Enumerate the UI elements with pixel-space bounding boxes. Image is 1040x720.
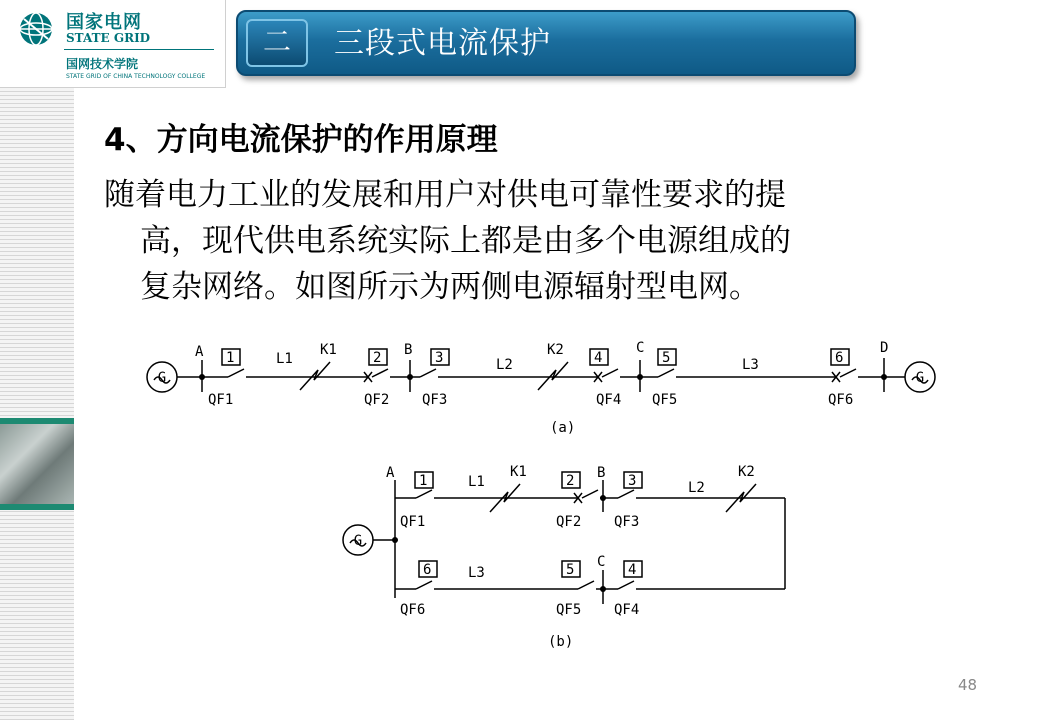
slide-title: 三段式电流保护 — [334, 26, 551, 61]
fault-label: K2 — [738, 464, 755, 480]
breaker-label: QF3 — [422, 392, 448, 408]
breaker-number: 4 — [628, 562, 637, 578]
breaker-label: QF5 — [556, 602, 582, 618]
slide-title-bar — [236, 10, 856, 76]
section-number: 二 — [246, 19, 308, 67]
breaker-label: QF6 — [400, 602, 426, 618]
page-number: 48 — [958, 676, 978, 694]
breaker-number: 3 — [628, 473, 637, 489]
breaker-label: QF1 — [208, 392, 234, 408]
fault-label: K1 — [510, 464, 527, 480]
paragraph-line: 随着电力工业的发展和用户对供电可靠性要求的提 — [104, 177, 786, 213]
left-decor-strip — [0, 88, 74, 720]
breaker-label: QF4 — [596, 392, 622, 408]
breaker-label: QF5 — [652, 392, 678, 408]
generator-label: G — [353, 533, 363, 549]
breaker-number: 1 — [419, 473, 428, 489]
breaker-label: QF4 — [614, 602, 640, 618]
breaker-number: 2 — [373, 350, 382, 366]
bus-label: A — [195, 344, 204, 360]
breaker-number: 4 — [594, 350, 603, 366]
breaker-number: 1 — [226, 350, 235, 366]
breaker-label: QF1 — [400, 514, 426, 530]
generator-label: G — [157, 370, 167, 386]
generator-label: G — [915, 370, 925, 386]
breaker-number: 6 — [835, 350, 844, 366]
breaker-label: QF2 — [556, 514, 582, 530]
line-label: L1 — [468, 474, 485, 490]
line-label: L2 — [496, 357, 513, 373]
breaker-label: QF6 — [828, 392, 854, 408]
fault-label: K2 — [547, 342, 564, 358]
bus-label: C — [636, 340, 645, 356]
bus-label: B — [597, 465, 606, 481]
line-label: L3 — [742, 357, 759, 373]
section-heading: 4、方向电流保护的作用原理 — [104, 122, 498, 158]
logo-college-cn: 国网技术学院 — [66, 57, 139, 71]
paragraph-line: 复杂网络。如图所示为两侧电源辐射型电网。 — [140, 269, 760, 305]
diagram-caption: (b) — [548, 634, 574, 650]
breaker-number: 2 — [566, 473, 575, 489]
bus-label: A — [386, 465, 395, 481]
bus-label: B — [404, 342, 413, 358]
logo-college-en: STATE GRID OF CHINA TECHNOLOGY COLLEGE — [66, 73, 206, 80]
logo-name-cn: 国家电网 — [66, 12, 142, 33]
body-paragraph — [104, 172, 934, 310]
breaker-label: QF3 — [614, 514, 640, 530]
bus-label: C — [597, 554, 606, 570]
bus-label: D — [880, 340, 889, 356]
state-grid-logo — [0, 0, 226, 88]
breaker-number: 6 — [423, 562, 432, 578]
logo-divider — [64, 49, 214, 50]
fault-label: K1 — [320, 342, 337, 358]
breaker-number: 5 — [566, 562, 575, 578]
diagram-caption: (a) — [550, 420, 576, 436]
globe-logo-icon — [18, 11, 54, 47]
network-diagram — [130, 330, 960, 660]
paragraph-line: 高，现代供电系统实际上都是由多个电源组成的 — [140, 223, 791, 259]
line-label: L1 — [276, 351, 293, 367]
breaker-label: QF2 — [364, 392, 390, 408]
line-label: L2 — [688, 480, 705, 496]
logo-name-en: STATE GRID — [66, 31, 151, 45]
breaker-number: 3 — [435, 350, 444, 366]
left-decor-photo — [0, 418, 74, 510]
line-label: L3 — [468, 565, 485, 581]
breaker-number: 5 — [662, 350, 671, 366]
